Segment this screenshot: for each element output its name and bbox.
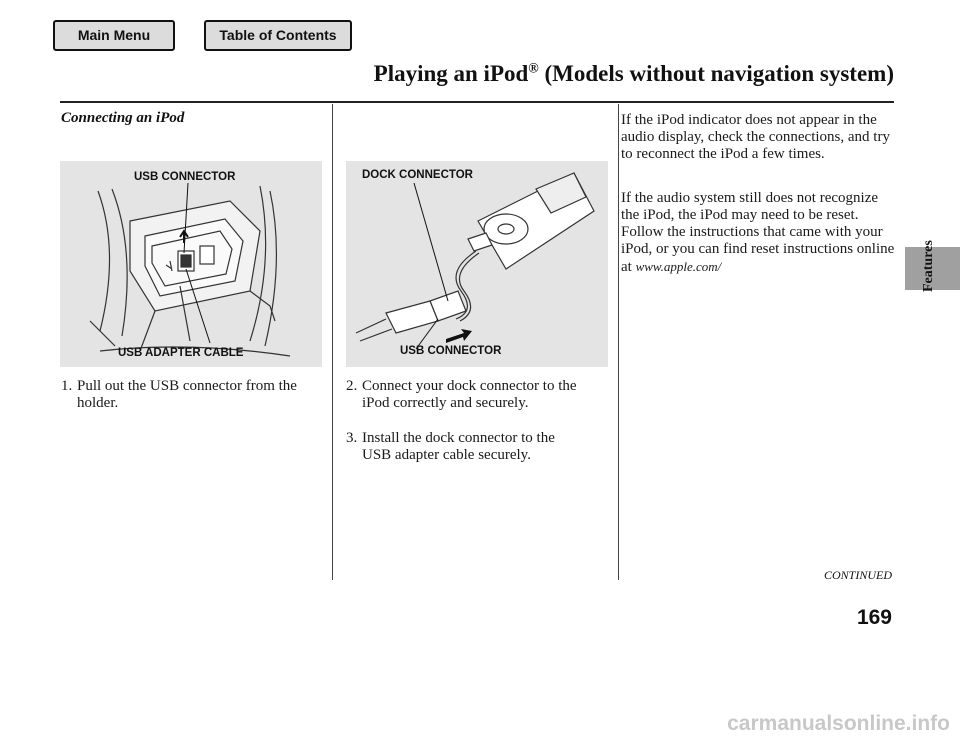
step-number: 2. (346, 378, 358, 394)
title-rule (60, 101, 894, 103)
title-prefix: Playing an iPod (373, 61, 529, 86)
usb-connector-label: USB CONNECTOR (134, 171, 236, 183)
column-divider (332, 104, 333, 580)
page-title (374, 61, 894, 87)
step-1 (61, 378, 297, 412)
troubleshoot-paragraph-1: If the iPod indicator does not appear in the audio display, check the connections, and try to reconnect the iPod a few times. (621, 112, 890, 162)
column-divider (618, 104, 619, 580)
dock-connector-label: DOCK CONNECTOR (362, 169, 473, 181)
step-text: Install the dock connector to the USB adapter cable securely. (362, 430, 555, 463)
title-suffix: (Models without navigation system) (538, 61, 894, 86)
step-text: Connect your dock connector to the iPod correctly and securely. (362, 378, 577, 411)
usb-adapter-cable-label: USB ADAPTER CABLE (118, 347, 244, 359)
ipod-drawing (346, 161, 608, 367)
table-of-contents-button[interactable]: Table of Contents (204, 20, 352, 51)
side-section-label (921, 232, 935, 292)
troubleshoot-paragraph-2 (621, 190, 896, 276)
step-text: Pull out the USB connector from the holder. (77, 378, 297, 411)
step-2 (346, 378, 582, 412)
continued-label: CONTINUED (823, 568, 892, 582)
main-menu-button[interactable]: Main Menu (53, 20, 175, 51)
reset-instructions-text: If the audio system still does not recognize the iPod, the iPod may need to be reset. Follow the instructions that came with your iPod, or you can find reset instructions online at (621, 190, 895, 275)
usb-connector-label: USB CONNECTOR (400, 345, 502, 357)
page-number: 169 (856, 606, 892, 629)
step-number: 3. (346, 430, 358, 446)
dock-connector-illustration (346, 161, 608, 367)
console-drawing (60, 161, 322, 367)
registered-mark: ® (528, 61, 539, 77)
step-number: 1. (61, 378, 73, 394)
apple-url: www.apple.com/ (635, 259, 722, 274)
side-section-text: Features (921, 240, 936, 292)
section-heading: Connecting an iPod (61, 110, 185, 126)
step-3 (346, 430, 582, 464)
watermark: carmanualsonline.info (727, 712, 950, 735)
usb-connector-illustration (60, 161, 322, 367)
